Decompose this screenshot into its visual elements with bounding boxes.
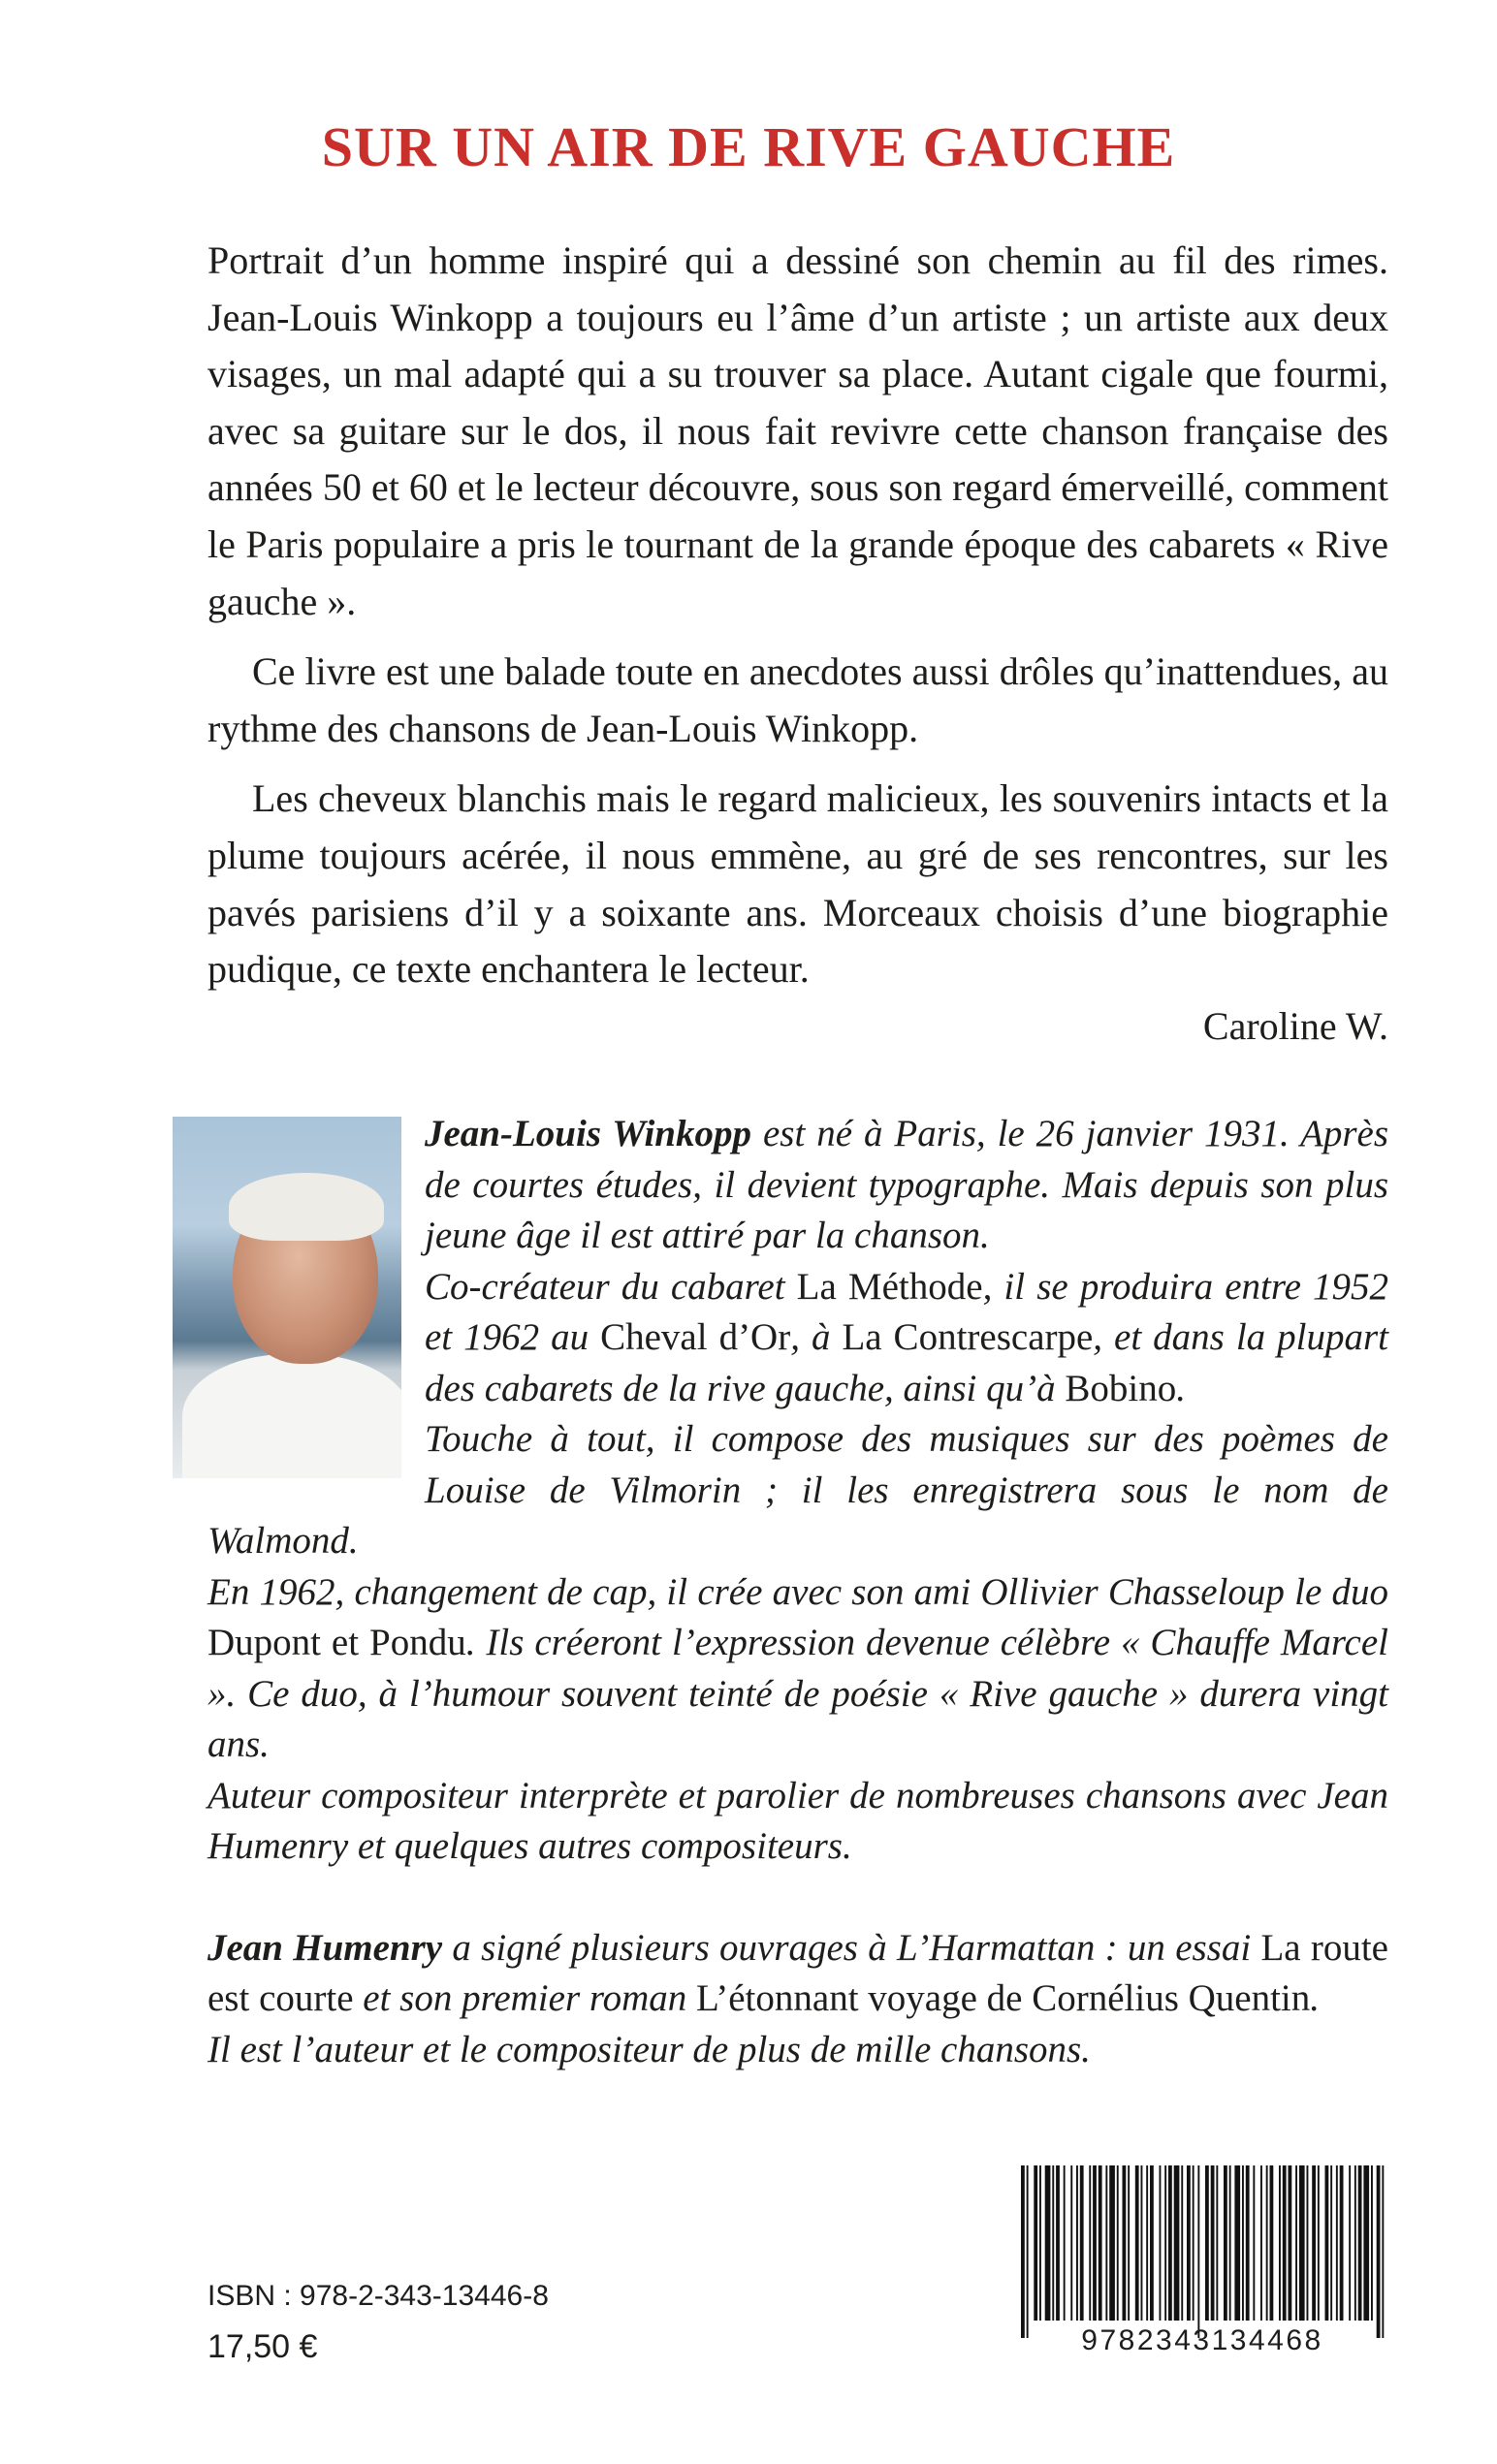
barcode-bar [1234, 2165, 1240, 2321]
barcode-bar [1174, 2165, 1180, 2321]
barcode-bar [1211, 2165, 1215, 2321]
barcode-bar [1197, 2165, 1199, 2338]
venue-name: Bobino [1065, 1367, 1177, 1409]
barcode-bar [1070, 2165, 1072, 2321]
barcode-bar [1052, 2165, 1054, 2321]
book-name: L’étonnant voyage de Cornélius Quentin [696, 1977, 1311, 2019]
barcode-bar [1034, 2165, 1037, 2321]
barcode-bar [1318, 2165, 1320, 2321]
barcode-bar [1141, 2165, 1143, 2321]
barcode-bar [1229, 2165, 1231, 2321]
barcode-bar [1160, 2165, 1162, 2321]
venue-name: La Méthode [796, 1265, 983, 1308]
barcode-bar [1128, 2165, 1130, 2321]
barcode-bar [1076, 2165, 1078, 2321]
barcode-bar [1283, 2165, 1287, 2321]
barcode-bar [1242, 2165, 1244, 2321]
barcode-bar [1349, 2165, 1351, 2321]
barcode-digits: 9782343134468 [1081, 2324, 1323, 2356]
barcode-bar [1146, 2165, 1148, 2321]
barcode-bar [1064, 2165, 1066, 2321]
barcode-bar [1216, 2165, 1218, 2321]
barcode-bar [1299, 2165, 1305, 2321]
barcode-bar [1181, 2165, 1183, 2321]
barcode-bar [1340, 2165, 1344, 2321]
barcode-bar [1363, 2165, 1369, 2321]
venue-name: La Contrescarpe [842, 1316, 1094, 1358]
barcode-bar [1117, 2165, 1119, 2321]
author-career: Co-créateur du cabaret La Méthode, il se produira entre 1952 et 1962 au Cheval d’Or, à La Contrescarpe, et dans la plupart des cabarets de la rive gauche, ainsi qu’à Bobino. [425, 1265, 1388, 1409]
barcode-bar [1270, 2165, 1274, 2321]
barcode-bar [1279, 2165, 1281, 2321]
barcode-bar [1224, 2165, 1227, 2321]
author-music: Touche à tout, il compose des musiques sur des poèmes de Louise de Vilmorin ; il les enregistrera sous le nom de Walmond. [207, 1418, 1388, 1562]
barcode-bar [1307, 2165, 1309, 2321]
venue-name: Cheval d’Or [600, 1316, 791, 1358]
barcode-bar [1105, 2165, 1107, 2321]
price: 17,50 € [207, 2328, 318, 2365]
barcode-bar [1150, 2165, 1154, 2321]
barcode-bar [1168, 2165, 1172, 2321]
synopsis [207, 233, 1388, 1055]
book-title: SUR UN AIR DE RIVE GAUCHE [321, 115, 1176, 178]
coauthor-name: Jean Humenry [207, 1926, 443, 1969]
barcode-bar [1336, 2165, 1338, 2321]
barcode-bar [1039, 2165, 1041, 2321]
barcode-bar [1187, 2165, 1191, 2321]
duo-name: Dupont et Pondu [207, 1622, 466, 1663]
barcode-bar [1099, 2165, 1102, 2321]
barcode-bar [1260, 2165, 1262, 2321]
isbn: ISBN : 978-2-343-13446-8 [207, 2280, 549, 2312]
author-bio [207, 1109, 1388, 2075]
barcode-bar [1080, 2165, 1084, 2321]
barcode-bar [1312, 2165, 1316, 2321]
barcode-bar [1123, 2165, 1127, 2321]
barcode-bar [1354, 2165, 1356, 2321]
barcode-bar [1371, 2165, 1373, 2321]
barcode-bar [1193, 2165, 1194, 2321]
author-name: Jean-Louis Winkopp [425, 1113, 752, 1154]
barcode-bar [1021, 2165, 1025, 2338]
author-bio-text: Jean-Louis Winkopp est né à Paris, le 26 janvier 1931. Après de courtes études, il devient typographe. Mais depuis son plus jeune âge il est attiré par la chanson. [425, 1113, 1388, 1256]
barcode-bar [1289, 2165, 1292, 2321]
barcode-bar [1109, 2165, 1115, 2321]
barcode-bar [1089, 2165, 1091, 2321]
synopsis-paragraph-3: Les cheveux blanchis mais le regard malicieux, les souvenirs intacts et la plume toujours acérée, il nous emmène, au gré de ses rencontres, sur les pavés parisiens d’il y a soixante ans. Morceaux choisis d’une biographie pudique, ce texte enchantera le lecteur. [207, 776, 1388, 992]
author-songs: Auteur compositeur interprète et parolier de nombreuses chansons avec Jean Humenry et quelques autres compositeurs. [207, 1774, 1388, 1867]
synopsis-paragraph-2: Ce livre est une balade toute en anecdotes aussi drôles qu’inattendues, au rythme des chansons de Jean-Louis Winkopp. [207, 649, 1388, 750]
author-duo: En 1962, changement de cap, il crée avec son ami Ollivier Chasseloup le duo Dupont et Pondu. Ils créeront l’expression devenue célèbre « Chauffe Marcel ». Ce duo, à l’humour souvent teinté de poésie « Rive gauche » durera vingt ans. [207, 1570, 1389, 1765]
barcode-bar [1093, 2165, 1097, 2321]
coauthor-songs: Il est l’auteur et le compositeur de plus de mille chansons. [207, 2028, 1091, 2070]
barcode-bar [1358, 2165, 1362, 2321]
barcode-bar [1045, 2165, 1051, 2321]
barcode-bar [1056, 2165, 1060, 2321]
barcode-bar [1205, 2165, 1209, 2321]
barcode-bar [1330, 2165, 1332, 2321]
synopsis-paragraph-1: Portrait d’un homme inspiré qui a dessiné son chemin au fil des rimes. Jean-Louis Winkopp a toujours eu l’âme d’un artiste ; un artiste aux deux visages, un mal adapté qui a su trouver sa place. Autant cigale que fourmi, avec sa guitare sur le dos, il nous fait revivre cette chanson française des années 50 et 60 et le lecteur découvre, sous son regard émerveillé, comment le Paris populaire a pris le tournant de la grande époque des cabarets « Rive gauche ». [207, 238, 1388, 623]
barcode-bar [1377, 2165, 1381, 2338]
barcode-bar [1325, 2165, 1329, 2321]
barcode-bar [1246, 2165, 1250, 2321]
barcode-bar [1164, 2165, 1166, 2321]
author-photo [173, 1117, 401, 1478]
synopsis-signature: Caroline W. [1202, 1003, 1388, 1048]
barcode-bar [1027, 2165, 1029, 2338]
barcode-bar [1135, 2165, 1139, 2321]
barcode-bar [1295, 2165, 1297, 2321]
barcode-bar [1266, 2165, 1268, 2321]
barcode-bar [1382, 2165, 1384, 2338]
barcode-bar [1253, 2165, 1255, 2321]
coauthor-bio: Jean Humenry a signé plusieurs ouvrages à L’Harmattan : un essai La route est courte et son premier roman L’étonnant voyage de Cornélius Quentin. [207, 1926, 1388, 2019]
book-name: La route est courte [207, 1926, 1388, 2019]
